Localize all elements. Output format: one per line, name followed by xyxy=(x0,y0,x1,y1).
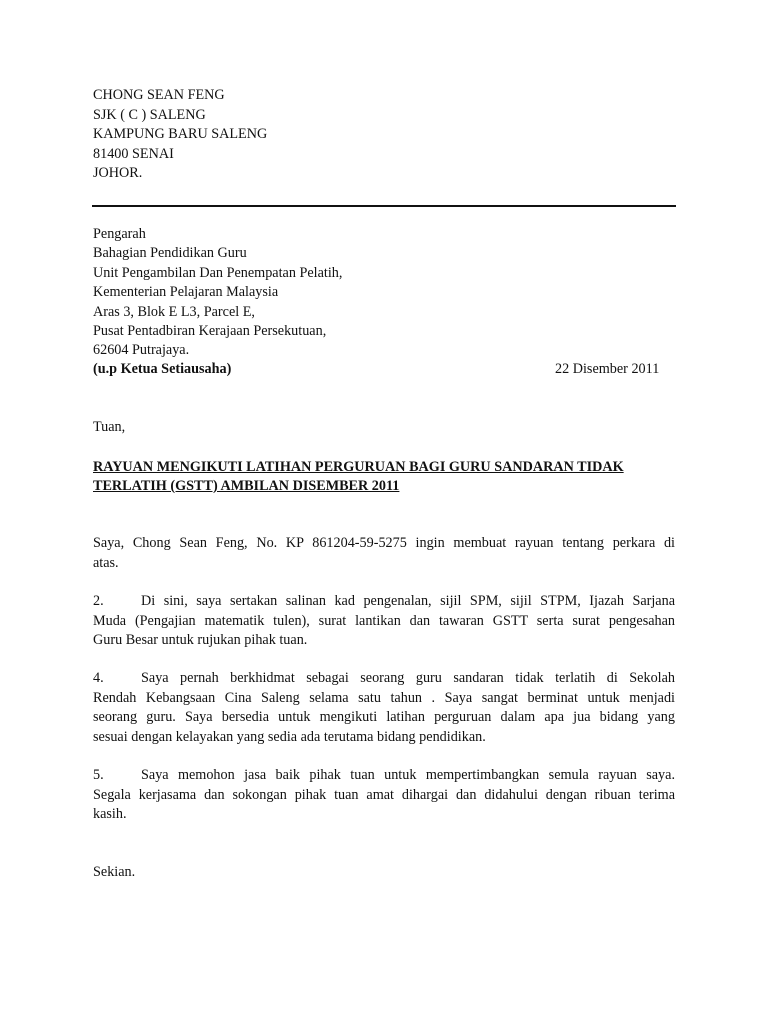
sender-state: JOHOR. xyxy=(93,165,143,181)
paragraph-2-number: 2. xyxy=(93,593,104,609)
paragraph-5 xyxy=(93,766,675,825)
paragraph-4-line-1-text: Saya pernah berkhidmat sebagai seorang guru sandaran tidak terlatih di Sekolah xyxy=(141,670,675,686)
paragraph-5-line-3: kasih. xyxy=(93,806,127,822)
paragraph-2 xyxy=(93,592,675,651)
paragraph-2-line-1-text: Di sini, saya sertakan salinan kad pengenalan, sijil SPM, sijil STPM, Ijazah Sarjana xyxy=(141,593,675,609)
sender-school: SJK ( C ) SALENG xyxy=(93,107,206,123)
paragraph-4-line-4: sesuai dengan kelayakan yang sedia ada terutama bidang pendidikan. xyxy=(93,728,486,745)
sender-name: CHONG SEAN FENG xyxy=(93,87,225,103)
salutation: Tuan, xyxy=(93,419,126,435)
paragraph-5-number: 5. xyxy=(93,767,104,783)
closing: Sekian. xyxy=(93,864,136,880)
paragraph-2-line-1 xyxy=(93,592,675,612)
recipient-line-5: Aras 3, Blok E L3, Parcel E, xyxy=(93,304,255,320)
paragraph-5-line-2: Segala kerjasama dan sokongan pihak tuan amat dihargai dan didahului dengan ribuan terima xyxy=(93,786,675,803)
recipient-line-4: Kementerian Pelajaran Malaysia xyxy=(93,284,279,300)
letter-date: 22 Disember 2011 xyxy=(555,361,660,377)
paragraph-4-line-3: seorang guru. Saya bersedia untuk mengikuti latihan perguruan dalam apa jua bidang yang xyxy=(93,709,675,725)
paragraph-5-line-1 xyxy=(93,766,675,786)
paragraph-1-line-2: atas. xyxy=(93,554,119,571)
paragraph-4-line-1 xyxy=(93,669,675,689)
recipient-attention: (u.p Ketua Setiausaha) xyxy=(93,361,232,377)
subject-line-2: TERLATIH (GSTT) AMBILAN DISEMBER 2011 xyxy=(93,478,400,494)
paragraph-4 xyxy=(93,669,675,747)
paragraph-1 xyxy=(93,534,675,573)
recipient-line-2: Bahagian Pendidikan Guru xyxy=(93,245,247,261)
recipient-line-1: Pengarah xyxy=(93,226,146,242)
paragraph-1-line-1: Saya, Chong Sean Feng, No. KP 861204-59-5275 ingin membuat rayuan tentang perkara di xyxy=(93,535,675,551)
paragraph-2-line-2: Muda (Pengajian matematik tulen), surat lantikan dan tawaran GSTT serta surat pengesahan xyxy=(93,612,675,629)
recipient-line-3: Unit Pengambilan Dan Penempatan Pelatih, xyxy=(93,265,343,281)
sender-address-2: 81400 SENAI xyxy=(93,146,174,162)
paragraph-4-line-2: Rendah Kebangsaan Cina Saleng selama satu tahun . Saya sangat berminat untuk menjadi xyxy=(93,689,675,706)
paragraph-5-line-1-text: Saya memohon jasa baik pihak tuan untuk mempertimbangkan semula rayuan saya. xyxy=(141,767,675,783)
header-divider xyxy=(92,205,676,207)
recipient-line-6: Pusat Pentadbiran Kerajaan Persekutuan, xyxy=(93,323,327,339)
subject-line-1: RAYUAN MENGIKUTI LATIHAN PERGURUAN BAGI GURU SANDARAN TIDAK xyxy=(93,459,624,475)
paragraph-4-number: 4. xyxy=(93,670,104,686)
sender-address-1: KAMPUNG BARU SALENG xyxy=(93,126,268,142)
paragraph-2-line-3: Guru Besar untuk rujukan pihak tuan. xyxy=(93,632,308,648)
recipient-line-7: 62604 Putrajaya. xyxy=(93,342,190,358)
